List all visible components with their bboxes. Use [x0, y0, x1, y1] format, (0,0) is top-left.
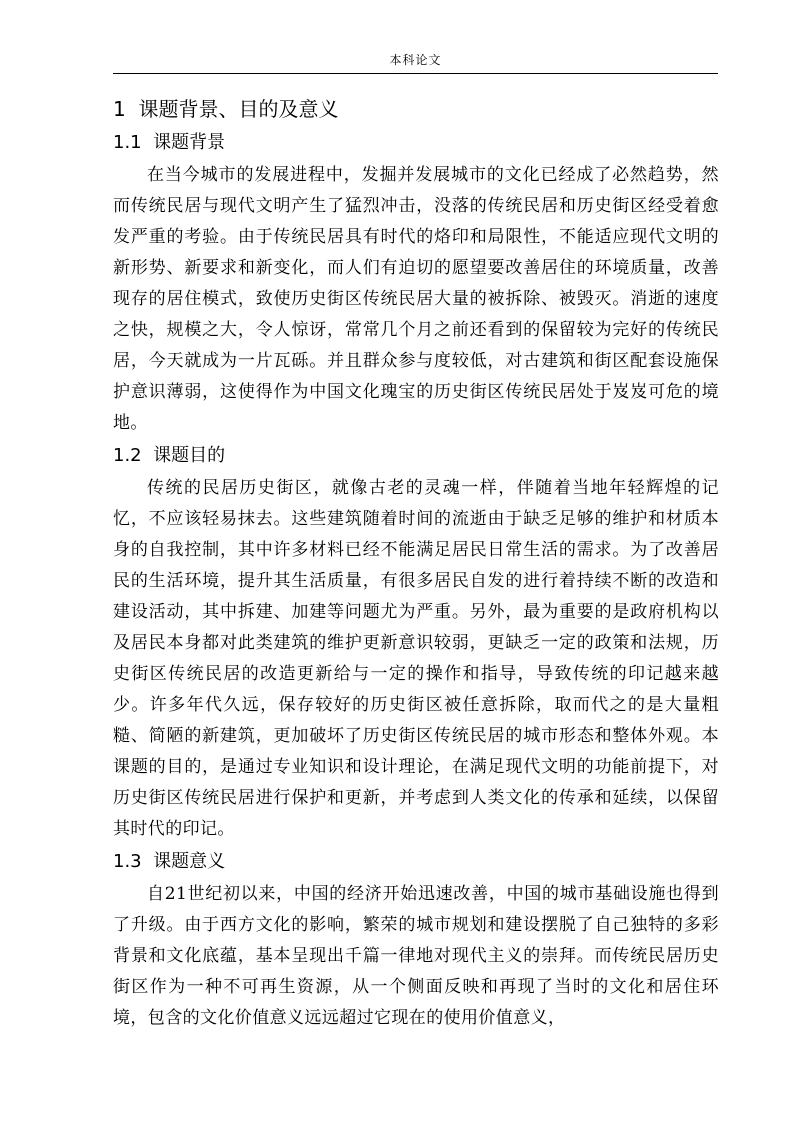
section-heading-purpose	[113, 439, 719, 473]
section-heading-background	[113, 126, 719, 160]
header-divider	[113, 73, 718, 74]
header-title: 本科论文	[389, 53, 442, 67]
paragraph-significance: 自21世纪初以来，中国的经济开始迅速改善，中国的城市基础设施也得到了升级。由于西方文化的影响，繁荣的城市规划和建设摆脱了自己独特的多彩背景和文化底蕴，基本呈现出千篇一律地对现代主义的崇拜。而传统民居历史街区作为一种不可再生资源，从一个侧面反映和再现了当时的文化和居住环境，包含的文化价值意义远远超过它现在的使用价值意义，	[113, 884, 719, 1028]
paragraph-background: 在当今城市的发展进程中，发掘并发展城市的文化已经成了必然趋势，然而传统民居与现代文明产生了猛烈冲击，没落的传统民居和历史街区经受着愈发严重的考验。由于传统民居具有时代的烙印和局限性，不能适应现代文明的新形势、新要求和新变化，而人们有迫切的愿望要改善居住的环境质量，改善现存的居住模式，致使历史街区传统民居大量的被拆除、被毁灭。消逝的速度之快，规模之大，令人惊讶，常常几个月之前还看到的保留较为完好的传统民居，今天就成为一片瓦砾。并且群众参与度较低，对古建筑和街区配套设施保护意识薄弱，这使得作为中国文化瑰宝的历史街区传统民居处于岌岌可危的境地。	[113, 165, 719, 433]
section-title: 课题意义	[153, 851, 226, 872]
section-title: 课题背景	[153, 132, 226, 153]
section-heading-significance	[113, 845, 719, 879]
chapter-title: 课题背景、目的及意义	[138, 97, 339, 121]
chapter-heading	[113, 93, 719, 125]
chapter-number: 1	[113, 97, 126, 121]
section-number: 1.1	[113, 132, 142, 153]
section-number: 1.3	[113, 851, 142, 872]
paragraph-purpose: 传统的民居历史街区，就像古老的灵魂一样，伴随着当地年轻辉煌的记忆，不应该轻易抹去。这些建筑随着时间的流逝由于缺乏足够的维护和材质本身的自我控制，其中许多材料已经不能满足居民日常生活的需求。为了改善居民的生活环境，提升其生活质量，有很多居民自发的进行着持续不断的改造和建设活动，其中拆建、加建等问题尤为严重。另外，最为重要的是政府机构以及居民本身都对此类建筑的维护更新意识较弱，更缺乏一定的政策和法规，历史街区传统民居的改造更新给与一定的操作和指导，导致传统的印记越来越少。许多年代久远，保存较好的历史街区被任意拆除，取而代之的是大量粗糙、简陋的新建筑，更加破坏了历史街区传统民居的城市形态和整体外观。本课题的目的，是通过专业知识和设计理论，在满足现代文明的功能前提下，对历史街区传统民居进行保护和更新，并考虑到人类文化的传承和延续，以保留其时代的印记。	[113, 478, 719, 839]
document-body	[113, 93, 719, 1034]
section-title: 课题目的	[153, 445, 226, 466]
page-header	[113, 52, 718, 68]
section-number: 1.2	[113, 445, 142, 466]
